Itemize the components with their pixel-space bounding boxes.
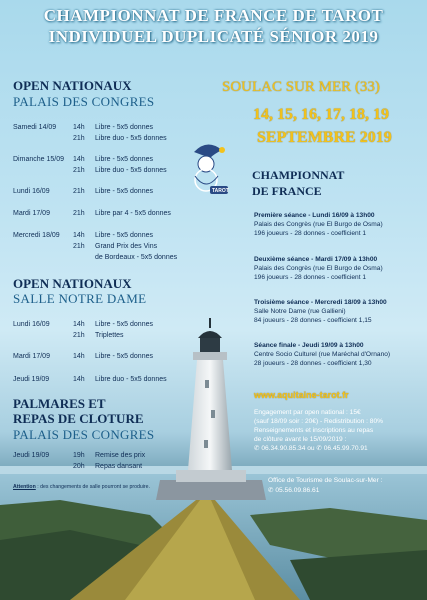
logo-text: TAROT [212, 188, 229, 194]
section-palmares-subtitle: PALAIS DES CONGRES [13, 427, 155, 442]
session-1: Première séance - Lundi 16/09 à 13h00 Palais des Congrès (rue El Burgo de Osma) 196 joueurs - 28 donnes - coefficient 1 [254, 212, 383, 237]
session-3: Troisième séance - Mercredi 18/09 à 13h00 Salle Notre Dame (rue Gallieni) 84 joueurs - 28 donnes - coefficient 1,15 [254, 299, 387, 324]
section-open-notre-dame-subtitle: SALLE NOTRE DAME [13, 291, 147, 306]
session-4: Séance finale - Jeudi 19/09 à 13h00 Centre Socio Culturel (rue Maréchal d'Ornano) 28 joueurs - 28 donnes - coefficient 1,30 [254, 342, 391, 367]
championship-title-2: DE FRANCE [252, 184, 322, 198]
main-subtitle: INDIVIDUEL DUPLICATÉ SÉNIOR 2019 [48, 27, 379, 46]
championship-title-1: CHAMPIONNAT [252, 168, 345, 182]
lighthouse-platform [176, 470, 246, 482]
lighthouse-tower [188, 360, 232, 470]
event-month: SEPTEMBRE 2019 [257, 129, 392, 146]
main-title: CHAMPIONNAT DE FRANCE DE TAROT [43, 6, 384, 25]
website-link[interactable]: www.aquitaine-tarot.fr [254, 390, 349, 400]
lighthouse-dome [198, 331, 222, 338]
section-open-palais-subtitle: PALAIS DES CONGRES [13, 94, 155, 109]
tourism-office: Office de Tourisme de Soulac-sur-Mer : ✆ 05.56.09.86.61 [268, 477, 383, 494]
event-location: SOULAC SUR MER (33) [222, 79, 380, 95]
phone-icon-office-number: ✆ 05.56.09.86.61 [268, 487, 320, 494]
registration-info: Engagement par open national : 15€ (sauf 18/09 soir : 20€) - Redistribution : 80% Renseignements et inscriptions au repas de clôture avant le 15/09/2019 : ✆ 06.34.90.85.34 ou ✆ 06.45.99.70.91 [254, 409, 384, 452]
lighthouse-spire [209, 318, 211, 328]
section-open-palais-title: OPEN NATIONAUX [13, 78, 132, 93]
poster: CHAMPIONNAT DE FRANCE DE TAROT INDIVIDUEL DUPLICATÉ SÉNIOR 2019 TAROT OPEN NATIONAUX PALAIS DES CONGRES Samedi 14/09 14h Libre - 5x5 donnes 21h Libre duo - 5x5 donnes Dimanche 15/09 14h Libre - 5x5 donnes 21h Libre duo - 5x5 donnes Lundi 16/09 21h Libre - 5x5 donnes Mardi 17/09 21h Libre par 4 - 5x5 donnes Mercredi 18/09 14h Libre - 5x5 donnes 21h Grand Prix des Vins de Bordeaux - 5x5 donnes OPEN NATIONAUX SALLE NOTRE DAME Lundi 16/09 14h Libre - 5x5 donnes 21h Triplettes Mardi 17/09 14h Libre - 5x5 donnes Jeudi 19/09 14h Libre duo - 5x5 donnes PALMARES ET REPAS DE CLOTURE PALAIS DES CONGRES Jeudi 19/09 19h Remise des prix 20h Repas dansant Attention : des changements de salle pourront se produire. SOULAC SUR MER (33) 14, 15, 16, 17, 18, 19 SEPTEMBRE 2019 CHAMPIONNAT DE FRANCE Première séance - Lundi 16/09 à 13h00 Palais des Congrès (rue El Burgo de Osma) 196 joueurs - 28 donnes - coefficient 1 Deuxième séance - Mardi 17/09 à 13h00 Palais des Congrès (rue El Burgo de Osma) 196 joueurs - 28 donnes - coefficient 1 Troisième séance - Mercredi 18/09 à 13h00 Salle Notre Dame (rue Gallieni) 84 joueurs - 28 donnes - coefficient 1,15 Séance finale - Jeudi 19/09 à 13h00 Centre Socio Culturel (rue Maréchal d'Ornano) 28 joueurs - 28 donnes - coefficient 1,30 www.aquitaine-tarot.fr Engagement par open national : 15€ (sauf 18/09 soir : 20€) - Redistribution : 80% Renseignements et inscriptions au repas de clôture avant le 15/09/2019 : ✆ 06.34.90.85.34 ou ✆ 06.45.99.70.91 Office de Tourisme de Soulac-sur-Mer : ✆ 05.56.09.86.61 [0, 0, 427, 600]
lighthouse-gallery [193, 352, 227, 360]
section-open-notre-dame-title: OPEN NATIONAUX [13, 276, 132, 291]
section-palmares-title-1: PALMARES ET [13, 396, 106, 411]
section-palmares-title-2: REPAS DE CLOTURE [13, 411, 144, 426]
lighthouse-lantern [200, 338, 220, 352]
room-change-warning: Attention : des changements de salle pourront se produire. [13, 484, 150, 490]
lighthouse-base [156, 480, 266, 500]
event-dates: 14, 15, 16, 17, 18, 19 [253, 106, 389, 123]
session-2: Deuxième séance - Mardi 17/09 à 13h00 Palais des Congrès (rue El Burgo de Osma) 196 joueurs - 28 donnes - coefficient 1 [254, 256, 383, 281]
